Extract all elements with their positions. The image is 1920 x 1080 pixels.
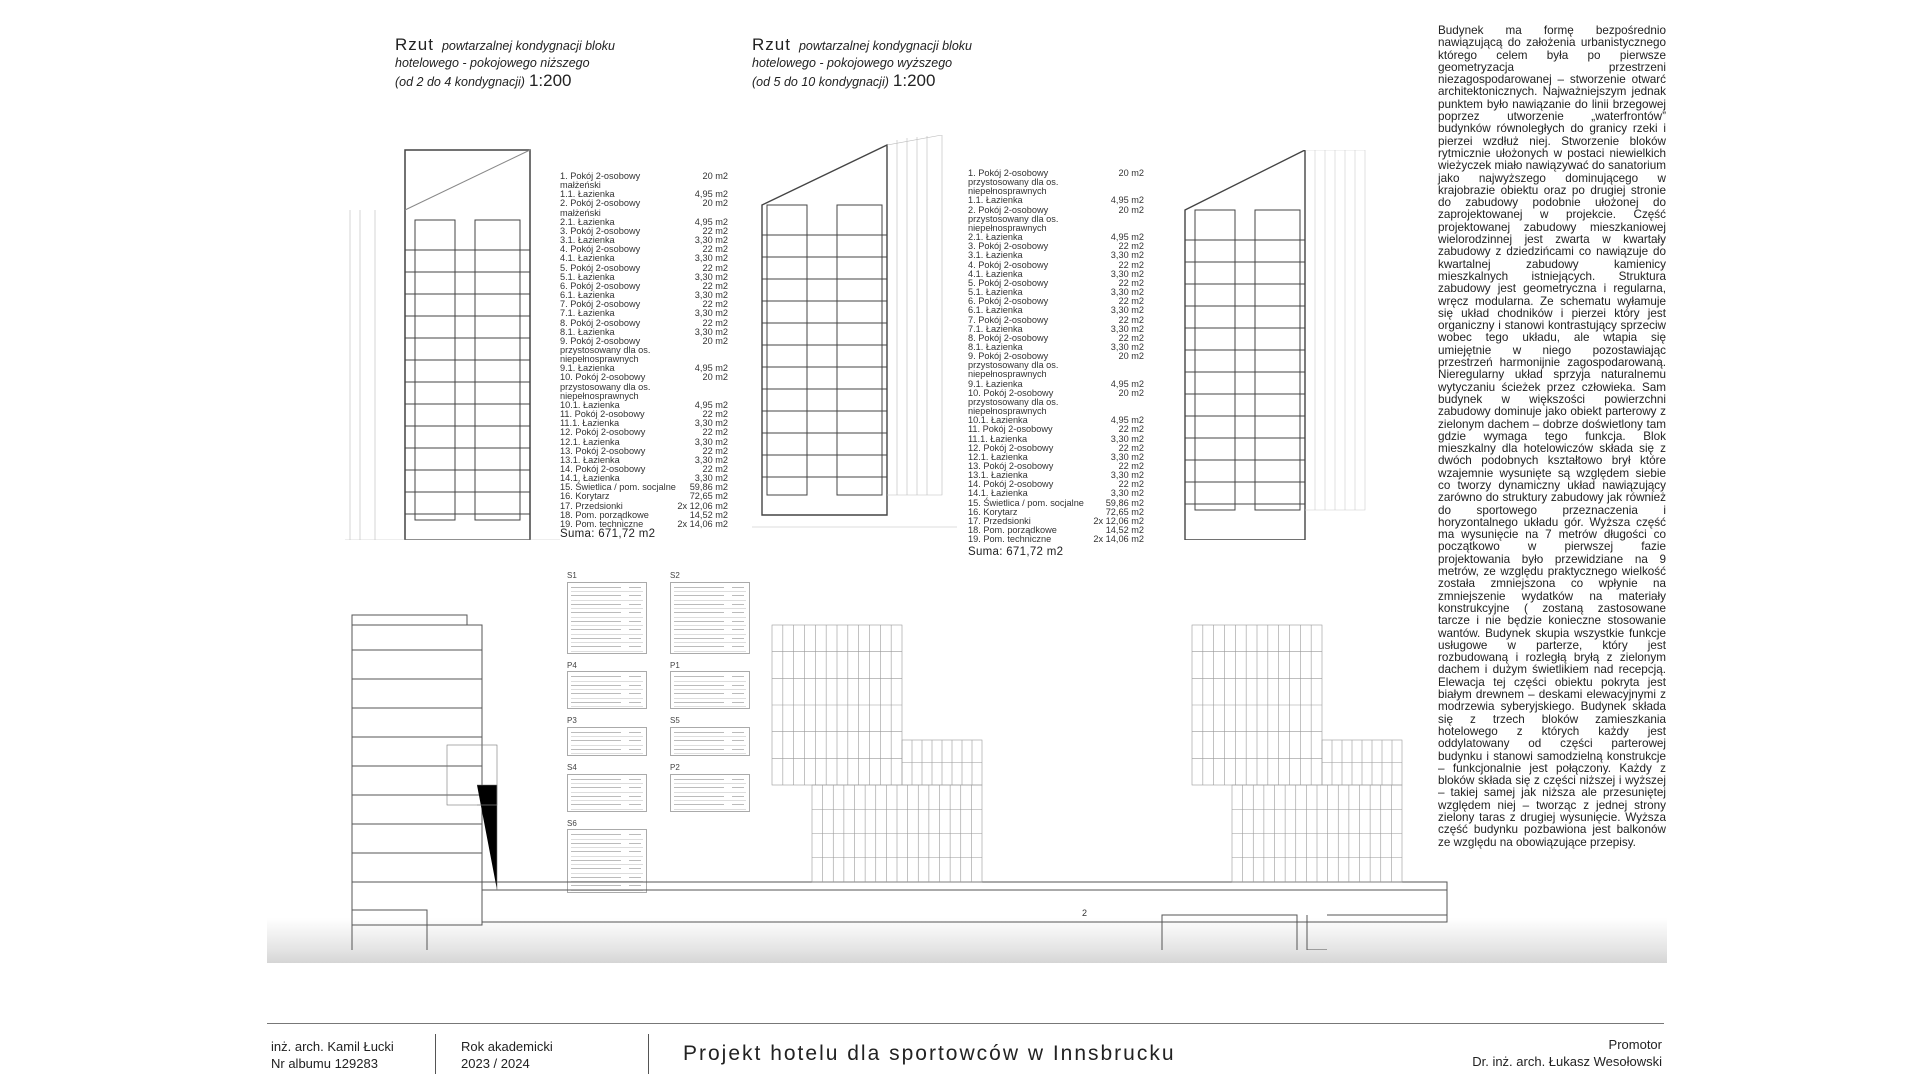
room-table-id: P3 [567,716,577,725]
footer-year-block [461,1038,553,1072]
legend-room-area: 4,95 m2 [694,189,728,200]
legend-room-label: 1.1. Łazienka [968,195,1023,206]
legend-room-label: 17. Przedsionki [560,500,623,511]
project-description [1438,25,1666,849]
legend-room-area: 3,30 m2 [694,326,728,337]
legend-room-label: 10. Pokój 2-osobowy przystosowany dla os. niepełnosprawnych [560,372,651,401]
legend-room-label: 2. Pokój 2-osobowy małżeński [560,198,641,218]
legend-room-area: 22 m2 [702,280,728,291]
legend-row [560,172,728,190]
room-table-id: S5 [670,716,680,725]
legend-room-label: 1.1. Łazienka [560,189,615,200]
legend-room-area: 3,30 m2 [1110,287,1144,298]
album-number: Nr albumu 129283 [271,1056,378,1071]
legend-room-label: 19. Pom. techniczne [968,534,1052,545]
legend-room-area: 4,95 m2 [694,363,728,374]
legend-room-label: 9.1. Łazienka [968,378,1023,389]
legend-room-area: 22 m2 [1118,424,1144,435]
room-table-id: P2 [670,763,680,772]
legend-room-area: 59,86 m2 [1105,497,1144,508]
legend-room-label: 3.1. Łazienka [560,235,615,246]
legend-room-area: 72,65 m2 [1105,506,1144,517]
legend-room-label: 10.1. Łazienka [968,415,1028,426]
legend-room-label: 2. Pokój 2-osobowy przystosowany dla os. niepełnosprawnych [968,204,1059,233]
legend-upper [968,169,1144,544]
legend-room-label: 5. Pokój 2-osobowy [560,262,641,273]
legend-row [968,352,1144,379]
section-marker: 2 [1082,908,1088,918]
legend-room-label: 12. Pokój 2-osobowy [968,442,1054,453]
legend-room-label: 2.1. Łazienka [968,232,1023,243]
legend-room-area: 20 m2 [702,198,728,209]
legend-row [560,199,728,217]
legend-room-label: 6. Pokój 2-osobowy [968,296,1049,307]
legend-room-area: 22 m2 [1118,479,1144,490]
plan-upper-scale: 1:200 [892,71,936,90]
legend-row [968,389,1144,416]
legend-room-area: 22 m2 [702,445,728,456]
footer-promotor-block [1472,1036,1662,1070]
legend-room-label: 14.1. Łazienka [560,473,620,484]
legend-row [968,169,1144,196]
legend-room-area: 3,30 m2 [1110,488,1144,499]
legend-room-label: 18. Pom. porządkowe [560,509,649,520]
legend-room-label: 1. Pokój 2-osobowy małżeński [560,171,641,191]
legend-room-label: 5.1. Łazienka [968,287,1023,298]
legend-room-label: 19. Pom. techniczne [560,518,644,529]
legend-room-label: 12. Pokój 2-osobowy [560,427,646,438]
legend-room-area: 59,86 m2 [689,482,728,493]
project-title: Projekt hotelu dla sportowców w Innsbrucku [683,1042,1176,1065]
legend-room-label: 11. Pokój 2-osobowy [560,409,645,420]
legend-room-area: 3,30 m2 [694,271,728,282]
legend-room-area: 3,30 m2 [1110,470,1144,481]
plan-upper-title-word: Rzut [752,35,791,54]
legend-room-label: 15. Świetlica / pom. socjalne [968,497,1084,508]
footer-divider-1 [435,1034,436,1074]
legend-room-label: 5.1. Łazienka [560,271,615,282]
legend-room-label: 10.1. Łazienka [560,399,620,410]
legend-room-label: 3. Pokój 2-osobowy [560,225,641,236]
legend-row [968,535,1144,544]
legend-room-area: 22 m2 [702,225,728,236]
legend-room-label: 14. Pokój 2-osobowy [560,464,646,474]
footer-divider-2 [648,1034,649,1074]
legend-room-area: 3,30 m2 [1110,268,1144,279]
room-table-row [571,601,643,610]
floor-plan-lower-drawing [345,140,560,540]
floor-plan-lower-right-drawing [1175,150,1375,540]
legend-room-label: 7.1. Łazienka [968,323,1023,334]
legend-room-label: 8.1. Łazienka [560,326,615,337]
legend-room-area: 22 m2 [1118,332,1144,343]
legend-room-area: 3,30 m2 [694,308,728,319]
legend-room-label: 4. Pokój 2-osobowy [968,259,1049,270]
legend-row [560,373,728,400]
legend-room-area: 22 m2 [1118,259,1144,270]
legend-room-area: 4,95 m2 [1110,378,1144,389]
footer-author-block [271,1038,394,1072]
legend-room-label: 14.1. Łazienka [968,488,1028,499]
legend-room-label: 14. Pokój 2-osobowy [968,479,1054,490]
room-table-id: S6 [567,818,577,828]
legend-room-area: 3,30 m2 [1110,341,1144,352]
legend-room-area: 22 m2 [1118,296,1144,307]
legend-room-label: 12.1. Łazienka [560,436,620,447]
legend-room-label: 12.1. Łazienka [968,451,1028,462]
promotor-name: Dr. inż. arch. Łukasz Wesołowski [1472,1054,1662,1069]
legend-room-area: 20 m2 [702,372,728,383]
legend-room-label: 11.1. Łazienka [968,433,1028,444]
legend-room-area: 2x 14,06 m2 [1093,534,1144,545]
legend-room-area: 22 m2 [1118,461,1144,471]
legend-room-area: 20 m2 [1118,204,1144,215]
plan-lower-scale: 1:200 [528,71,572,90]
legend-room-area: 22 m2 [702,464,728,474]
legend-room-area: 3,30 m2 [1110,323,1144,334]
legend-row [968,206,1144,233]
legend-room-label: 6.1. Łazienka [968,305,1023,316]
legend-room-label: 4.1. Łazienka [968,268,1023,279]
legend-room-area: 3,30 m2 [694,436,728,447]
room-table-id: S1 [567,571,577,580]
legend-room-area: 22 m2 [1118,277,1144,288]
legend-room-label: 3.1. Łazienka [968,250,1023,261]
legend-room-area: 22 m2 [702,244,728,255]
legend-room-area: 3,30 m2 [1110,433,1144,444]
legend-room-label: 9. Pokój 2-osobowy przystosowany dla os. niepełnosprawnych [560,335,651,365]
legend-room-area: 4,95 m2 [694,399,728,410]
room-table-row [674,584,746,593]
legend-row [560,337,728,364]
legend-room-label: 7.1. Łazienka [560,308,615,319]
legend-room-area: 22 m2 [702,427,728,438]
legend-room-area: 22 m2 [702,317,728,328]
legend-room-area: 4,95 m2 [1110,415,1144,426]
legend-room-label: 5. Pokój 2-osobowy [968,277,1049,288]
legend-room-area: 3,30 m2 [694,235,728,246]
legend-room-area: 3,30 m2 [694,473,728,484]
legend-room-area: 22 m2 [702,262,728,273]
room-table-id: S2 [670,571,680,580]
legend-room-label: 16. Korytarz [560,491,610,502]
legend-room-label: 13. Pokój 2-osobowy [560,445,646,456]
floor-plan-upper-drawing [752,135,957,535]
plan-lower-title [395,36,695,91]
description-text: Budynek ma formę bezpośrednio nawiązującą do założenia urbanistycznego którego celem była po pierwsze geometryzacja przestrzeni niezagospodarowanej – stworzenie otwarć architektonicznych. Najważniejszym jednak punktem było nawiązanie do linii brzegowej poprzez utworzenie „waterfrontów” budynków równoległych do granicy rzeki i pierzei wzdłuż niej. Stworzenie bloków rytmicznie ułożonych w postaci niewielkich wieżyczek miało nawiązywać do sanatorium jako najwyższego dominującego w krajobrazie obiektu oraz po drugiej stronie do zabudowy podobnie ułożonej do zaprojektowanej w projekcie. Część projektowanej zabudowy mieszkaniowej wielorodzinnej jest zwarta w kwartały zabudowy z dziedzińcami co nawiązuje do kwartalnej zabudowy kamienicy mieszkalnych istniejących. Struktura zabudowy jest geometryczna i regularna, wręcz modularna. Ze schematu wyłamuje się układ chodników i pierzei który jest organiczny i stanowi kontrastujący sprzeciw wobec tego układu, ale wtapia się umiejętnie w niego pozostawiając przestrzeń harmonijnie zagospodarowaną. Nieregularny układ sprzyja naturalnemu wytyczaniu ścieżek przez człowieka. Sam budynek w większości powierzchni zabudowy dominuje jako obiekt parterowy z zielonym dachem – dobrze doświetlony tam gdzie wymaga tego funkcja. Blok mieszkalny dla hotelowiczów składa się z dwóch podobnych kształtowo brył które wzajemnie wysunięte są względem siebie co tworzy dynamiczny układ nawiązujący zarówno do struktury zabudowy jak również do sportowego przeznaczenia i horyzontalnego układu gór. Wyższa część ma wysunięcie na 7 metrów długości co początkowo w pierwszej fazie projektowania było przewidziane na 9 metrów, ze względu praktycznego wielkość została zmniejszona co wpłynie na zmniejszenie wydatków na materiały konstrukcyjne ( zostaną zastosowane tarcze i nie będzie konieczne stosowanie wantów. Budynek skupia wszystkie funkcje usługowe w parterze, który jest rozbudowaną i rozległą bryłą z zielonym dachem i dużym świetlikiem nad recepcją. Elewacja tej części obiektu pokryta jest białym drewnem – deskami elewacyjnymi z modrzewia syberyjskiego. Budynek składa się z trzech bloków zamieszkania hotelowego z których każdy jest oddylatowany od części parterowej budynku i stanowi samodzielną konstrukcje – funkcjonalnie jest połączony. Każdy z bloków składa się z części niższej i wyższej – takiej samej jak niższa ale przesuniętej względem niej – tworząc z jednej strony zielony taras z drugiej wysunięcie. Wyższa część budynku pozbawiona jest balkonów ze względu na obowiązujące przepisy. [1438,24,1666,849]
plan-lower-title-line2: hotelowego - pokojowego niższego [395,56,590,70]
legend-room-label: 4. Pokój 2-osobowy [560,244,641,255]
room-table-row [674,592,746,601]
legend-room-label: 9. Pokój 2-osobowy przystosowany dla os. niepełnosprawnych [968,351,1059,380]
legend-room-area: 20 m2 [1118,168,1144,178]
author-name: inż. arch. Kamil Łucki [271,1039,394,1054]
legend-room-label: 1. Pokój 2-osobowy przystosowany dla os. niepełnosprawnych [968,168,1059,197]
sum-upper: Suma: 671,72 m2 [968,546,1064,558]
legend-room-area: 3,30 m2 [694,253,728,264]
legend-room-label: 11.1. Łazienka [560,418,620,429]
legend-room-area: 4,95 m2 [1110,232,1144,243]
legend-room-label: 13.1. Łazienka [560,454,620,465]
plan-upper-title [752,36,1052,91]
legend-room-label: 13. Pokój 2-osobowy [968,461,1054,471]
plan-upper-title-line3: (od 5 do 10 kondygnacji) [752,75,889,89]
room-table-id: P4 [567,660,577,670]
legend-room-area: 14,52 m2 [689,509,728,520]
legend-room-label: 7. Pokój 2-osobowy [560,299,641,310]
legend-room-area: 22 m2 [1118,241,1144,252]
legend-room-label: 7. Pokój 2-osobowy [968,314,1049,325]
legend-room-area: 3,30 m2 [1110,305,1144,316]
legend-room-area: 3,30 m2 [694,418,728,429]
legend-room-area: 22 m2 [1118,442,1144,453]
legend-room-label: 9.1. Łazienka [560,363,615,374]
room-table-id: S4 [567,763,577,772]
legend-room-area: 2x 12,06 m2 [677,500,728,511]
plan-upper-title-line2: hotelowego - pokojowego wyższego [752,56,953,70]
legend-room-area: 22 m2 [702,409,728,420]
room-table-row [571,592,643,601]
legend-room-area: 72,65 m2 [689,491,728,502]
legend-room-label: 6.1. Łazienka [560,290,615,301]
legend-room-area: 20 m2 [702,335,728,346]
plan-lower-title-line1: powtarzalnej kondygnacji bloku [441,39,615,53]
legend-room-label: 3. Pokój 2-osobowy [968,241,1049,252]
legend-room-label: 8. Pokój 2-osobowy [560,317,641,328]
room-table-row [571,584,643,593]
room-table-id: P1 [670,660,680,670]
legend-room-area: 14,52 m2 [1105,525,1144,536]
legend-room-area: 20 m2 [1118,351,1144,362]
legend-room-area: 3,30 m2 [694,290,728,301]
plan-lower-title-word: Rzut [395,35,434,54]
year-value: 2023 / 2024 [461,1056,530,1071]
legend-room-area: 20 m2 [702,171,728,181]
legend-room-area: 3,30 m2 [1110,451,1144,462]
plan-upper-title-line1: powtarzalnej kondygnacji bloku [798,39,972,53]
legend-lower [560,172,728,529]
legend-room-area: 3,30 m2 [694,454,728,465]
legend-room-area: 4,95 m2 [694,216,728,227]
sum-lower: Suma: 671,72 m2 [560,528,656,540]
legend-room-area: 20 m2 [1118,387,1144,398]
legend-room-area: 4,95 m2 [1110,195,1144,206]
room-table-row [674,601,746,610]
legend-room-label: 13.1. Łazienka [968,470,1028,481]
plan-lower-title-line3: (od 2 do 4 kondygnacji) [395,75,525,89]
legend-room-area: 22 m2 [1118,314,1144,325]
legend-room-area: 22 m2 [702,299,728,310]
legend-room-label: 8.1. Łazienka [968,341,1023,352]
legend-room-area: 2x 12,06 m2 [1093,515,1144,526]
legend-room-label: 11. Pokój 2-osobowy [968,424,1053,435]
legend-room-label: 6. Pokój 2-osobowy [560,280,641,291]
legend-room-area: 3,30 m2 [1110,250,1144,261]
legend-room-area: 2x 14,06 m2 [677,518,728,529]
legend-room-label: 17. Przedsionki [968,515,1031,526]
footer-rule [267,1023,1664,1024]
legend-room-label: 16. Korytarz [968,506,1018,517]
legend-room-label: 4.1. Łazienka [560,253,615,264]
legend-room-label: 2.1. Łazienka [560,216,615,227]
promotor-label: Promotor [1608,1037,1662,1052]
year-label: Rok akademicki [461,1039,553,1054]
legend-room-label: 10. Pokój 2-osobowy przystosowany dla os. niepełnosprawnych [968,387,1059,417]
legend-room-label: 8. Pokój 2-osobowy [968,332,1049,343]
legend-room-label: 15. Świetlica / pom. socjalne [560,482,676,493]
legend-room-label: 18. Pom. porządkowe [968,525,1057,536]
